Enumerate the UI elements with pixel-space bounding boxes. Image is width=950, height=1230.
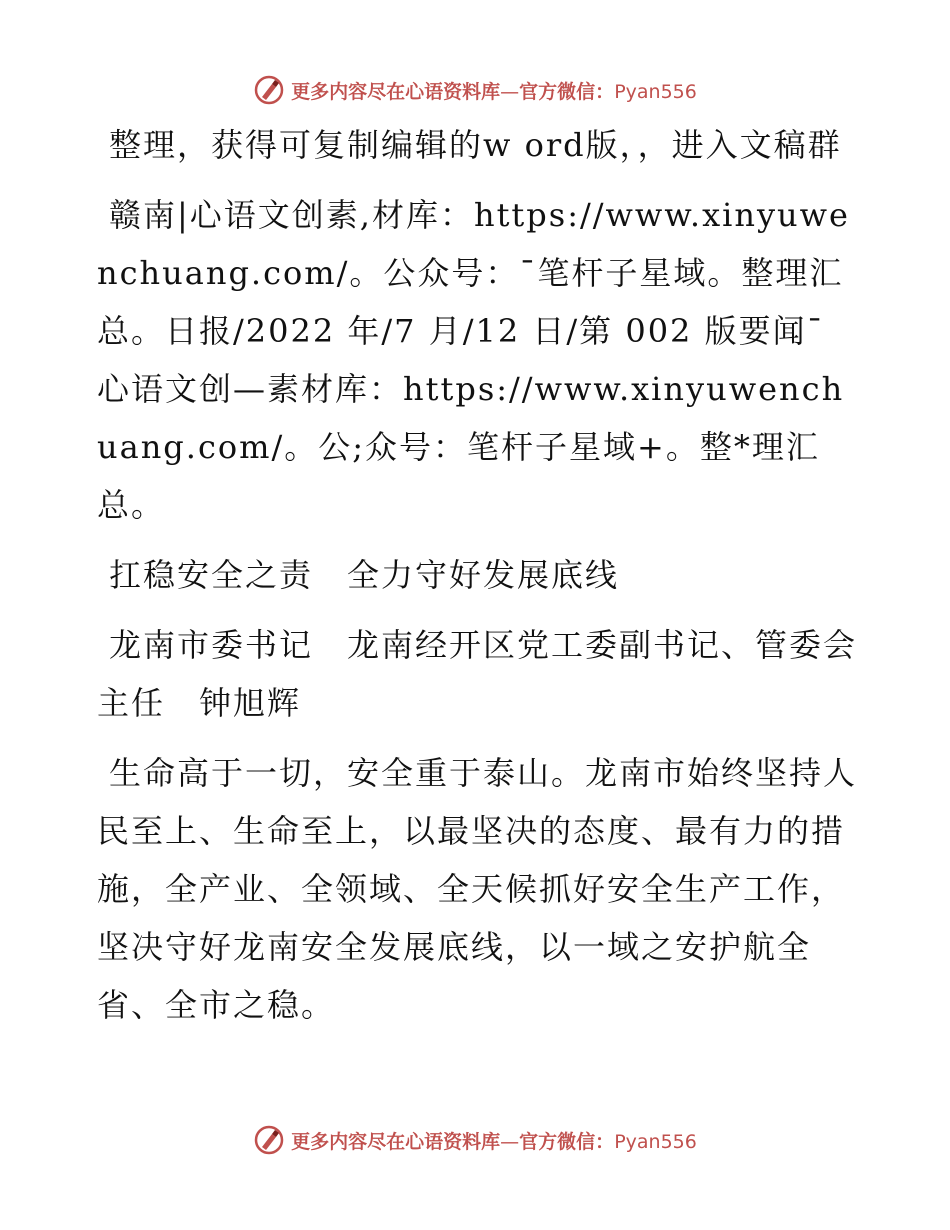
watermark-wechat-id: Pyan556 <box>614 80 697 103</box>
watermark-lead: 更多内容尽在心语资料库 <box>291 1130 501 1153</box>
watermark-lead: 更多内容尽在心语资料库 <box>291 80 501 103</box>
article-headline: 扛稳安全之责 全力守好发展底线 <box>109 556 620 594</box>
watermark-text <box>291 1127 697 1154</box>
watermark-wechat-id: Pyan556 <box>614 1130 697 1153</box>
watermark-text <box>291 77 697 104</box>
watermark-wechat-label: 官方微信： <box>519 1130 615 1153</box>
pen-nib-logo-icon <box>253 74 285 106</box>
article-author: 龙南市委书记 龙南经开区党工委副书记、管委会主任 钟旭辉 <box>97 626 858 722</box>
watermark-wechat-label: 官方微信： <box>519 80 615 103</box>
pen-nib-logo-icon <box>253 1124 285 1156</box>
paragraph-source: 赣南|心语文创素,材库：https://www.xinyuwenchuang.com/。公众号：¯笔杆子星域。整理汇总。日报/2022 年/7 月/12 日/第 002 版要闻¯心语文创—素材库：https://www.xinyuwenchuang.com/。公;众号：笔杆子星域+。整*理汇总。 <box>97 196 850 524</box>
watermark-dash: — <box>500 80 520 103</box>
watermark-dash: — <box>500 1130 520 1153</box>
document-body <box>97 116 857 1034</box>
footer-watermark-banner <box>0 1120 950 1160</box>
paragraph-body: 生命高于一切，安全重于泰山。龙南市始终坚持人民至上、生命至上，以最坚决的态度、最有力的措施，全产业、全领域、全天候抓好安全生产工作，坚决守好龙南安全发展底线，以一域之安护航全省、全市之稳。 <box>97 754 858 1024</box>
header-watermark-banner <box>0 70 950 110</box>
paragraph-intro: 整理，获得可复制编辑的w ord版，，进入文稿群 <box>109 126 842 164</box>
